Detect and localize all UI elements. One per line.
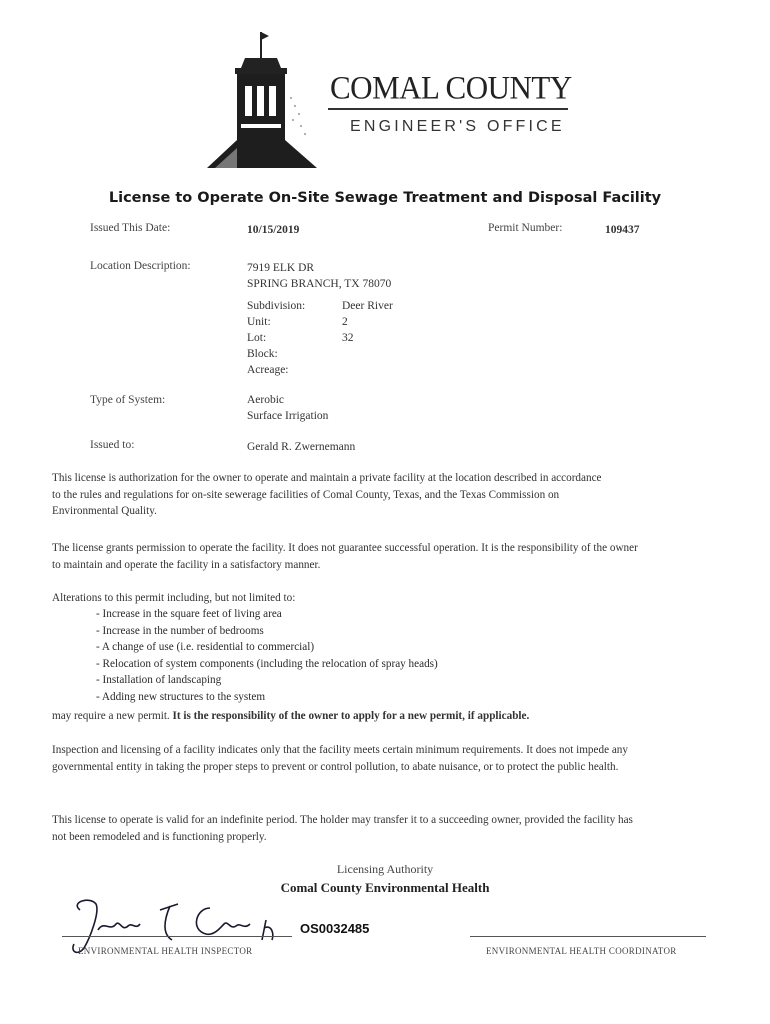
issued-date-value: 10/15/2019 <box>247 224 300 236</box>
issued-to-label: Issued to: <box>90 439 135 451</box>
subdivision-label: Subdivision: <box>247 300 306 312</box>
alterations-intro: Alterations to this permit including, but not limited to: <box>52 592 296 604</box>
location-label: Location Description: <box>90 260 191 272</box>
owner-responsibility-notice: It is the responsibility of the owner to apply for a new permit, if applicable. <box>172 710 530 722</box>
validity-paragraph: This license to operate is valid for an indefinite period. The holder may transfer it to a succeeding owner, provided the facility has not been remodeled and is functioning properly. <box>52 814 633 843</box>
license-authorization-paragraph: This license is authorization for the owner to operate and maintain a private facility at the location described in accordance to the rules and regulations for on-site sewerage facilities of Comal County, Texas, and the Texas Commission on Environmental Quality. <box>52 472 602 517</box>
inspection-paragraph: Inspection and licensing of a facility indicates only that the facility meets certain minimum requirements. It does not impede any governmental entity in taking the proper steps to prevent or control pollution, to abate nuisance, or to protect the public health. <box>52 744 628 773</box>
system-type-label: Type of System: <box>90 394 166 406</box>
license-grants-paragraph: The license grants permission to operate the facility. It does not guarantee successful operation. It is the responsibility of the owner to maintain and operate the facility in a satisfactory manner. <box>52 542 638 571</box>
inspector-caption: ENVIRONMENTAL HEALTH INSPECTOR <box>78 946 253 956</box>
list-item: - A change of use (i.e. residential to commercial) <box>96 639 438 656</box>
org-divider <box>328 108 568 110</box>
list-item: - Increase in the number of bedrooms <box>96 623 438 640</box>
issued-to-value: Gerald R. Zwernemann <box>247 441 356 453</box>
alterations-outro-text: may require a new permit. <box>52 710 170 722</box>
address-line1: 7919 ELK DR <box>247 262 315 274</box>
inspector-signature-line <box>62 936 292 937</box>
coordinator-signature-line <box>470 936 706 937</box>
issued-date-label: Issued This Date: <box>90 222 171 234</box>
permit-number-value: 109437 <box>605 224 640 236</box>
alterations-outro <box>52 708 692 725</box>
list-item: - Increase in the square feet of living area <box>96 606 438 623</box>
license-number: OS0032485 <box>300 921 370 936</box>
alterations-list <box>96 606 438 705</box>
licensing-authority-name: Comal County Environmental Health <box>280 880 490 895</box>
unit-value: 2 <box>342 316 348 328</box>
courthouse-tower-logo <box>195 28 330 173</box>
system-type-line1: Aerobic <box>247 394 285 406</box>
permit-number-label: Permit Number: <box>488 222 563 234</box>
document-title: License to Operate On-Site Sewage Treatment and Disposal Facility <box>108 190 662 206</box>
org-name: COMAL COUNTY <box>330 69 572 106</box>
block-label: Block: <box>247 348 278 360</box>
list-item: - Adding new structures to the system <box>96 689 438 706</box>
coordinator-caption: ENVIRONMENTAL HEALTH COORDINATOR <box>486 946 677 956</box>
lot-label: Lot: <box>247 332 267 344</box>
acreage-label: Acreage: <box>247 364 289 376</box>
licensing-authority-label: Licensing Authority <box>336 862 434 876</box>
address-line2: SPRING BRANCH, TX 78070 <box>247 278 392 290</box>
list-item: - Installation of landscaping <box>96 672 438 689</box>
list-item: - Relocation of system components (including the relocation of spray heads) <box>96 656 438 673</box>
unit-label: Unit: <box>247 316 271 328</box>
lot-value: 32 <box>342 332 354 344</box>
org-subtitle: ENGINEER'S OFFICE <box>350 118 565 135</box>
subdivision-value: Deer River <box>342 300 393 312</box>
system-type-line2: Surface Irrigation <box>247 410 329 422</box>
